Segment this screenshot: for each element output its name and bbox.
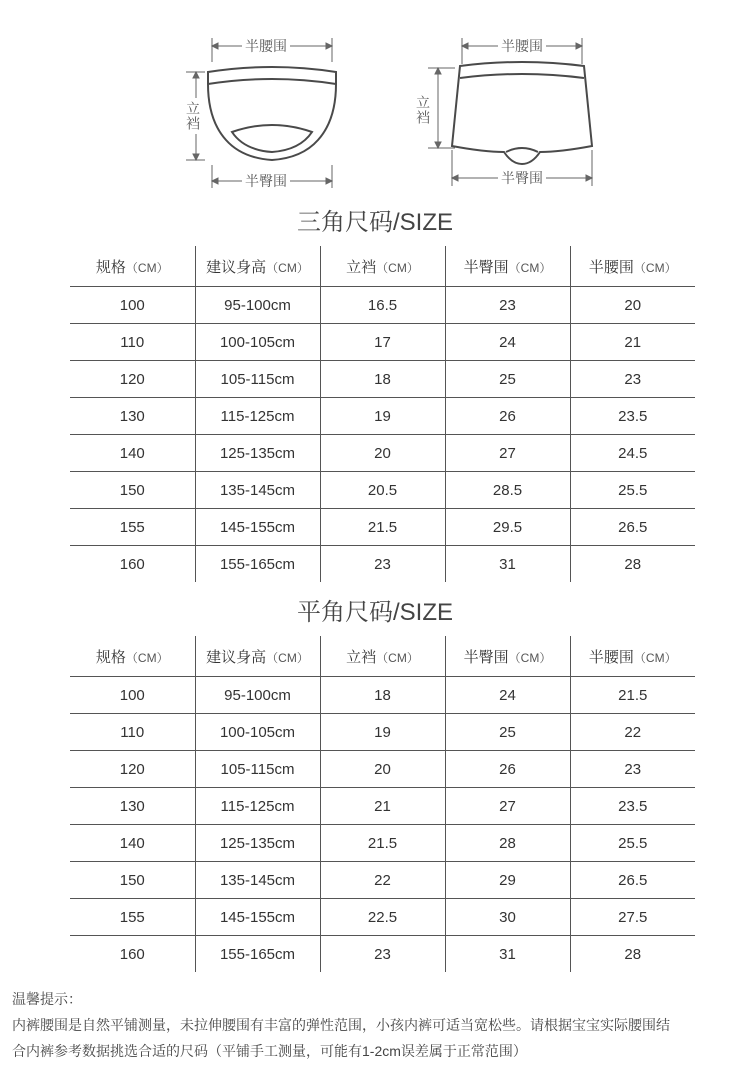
header-half-hip: 半臀围（CM） — [445, 636, 570, 677]
cell: 28.5 — [445, 472, 570, 509]
table-row — [70, 936, 695, 973]
cell: 20 — [570, 287, 695, 324]
boxers-hip-label: 半臀围 — [498, 170, 546, 186]
cell: 26.5 — [570, 862, 695, 899]
cell: 16.5 — [320, 287, 445, 324]
cell: 29.5 — [445, 509, 570, 546]
table-row — [70, 788, 695, 825]
cell: 145-155cm — [195, 509, 320, 546]
cell: 20 — [320, 751, 445, 788]
cell: 23.5 — [570, 398, 695, 435]
cell: 23 — [570, 361, 695, 398]
header-half-waist: 半腰围（CM） — [570, 246, 695, 287]
table-row — [70, 546, 695, 583]
cell: 110 — [70, 714, 195, 751]
cell: 22.5 — [320, 899, 445, 936]
boxers-shape — [452, 62, 592, 164]
boxers-waist-label: 半腰围 — [498, 38, 546, 54]
cell: 130 — [70, 398, 195, 435]
cell: 120 — [70, 751, 195, 788]
cell: 125-135cm — [195, 825, 320, 862]
cell: 28 — [570, 546, 695, 583]
table-row — [70, 751, 695, 788]
table-row — [70, 435, 695, 472]
briefs-rise-label: 立裆 — [185, 98, 201, 134]
briefs-waist-label: 半腰围 — [242, 38, 290, 54]
cell: 24.5 — [570, 435, 695, 472]
tips-line: 内裤腰围是自然平铺测量，未拉伸腰围有丰富的弹性范围，小孩内裤可适当宽松些。请根据宝宝实际腰围结 — [12, 1017, 670, 1033]
cell: 145-155cm — [195, 899, 320, 936]
cell: 21.5 — [570, 677, 695, 714]
cell: 21.5 — [320, 825, 445, 862]
cell: 105-115cm — [195, 361, 320, 398]
table-row — [70, 509, 695, 546]
cell: 155 — [70, 509, 195, 546]
boxers-size-title: 平角尺码/SIZE — [296, 599, 453, 626]
cell: 30 — [445, 899, 570, 936]
cell: 27.5 — [570, 899, 695, 936]
cell: 18 — [320, 677, 445, 714]
cell: 140 — [70, 825, 195, 862]
header-half-waist: 半腰围（CM） — [570, 636, 695, 677]
cell: 23.5 — [570, 788, 695, 825]
table-row — [70, 825, 695, 862]
cell: 23 — [445, 287, 570, 324]
header-height: 建议身高（CM） — [195, 636, 320, 677]
cell: 28 — [445, 825, 570, 862]
header-rise: 立裆（CM） — [320, 246, 445, 287]
cell: 110 — [70, 324, 195, 361]
cell: 19 — [320, 714, 445, 751]
cell: 17 — [320, 324, 445, 361]
cell: 24 — [445, 324, 570, 361]
cell: 25 — [445, 714, 570, 751]
cell: 25 — [445, 361, 570, 398]
cell: 22 — [320, 862, 445, 899]
tips-section — [12, 986, 742, 1064]
cell: 100-105cm — [195, 324, 320, 361]
briefs-shape — [208, 67, 336, 160]
table-row — [70, 899, 695, 936]
table-row — [70, 714, 695, 751]
cell: 130 — [70, 788, 195, 825]
table-row — [70, 287, 695, 324]
cell: 19 — [320, 398, 445, 435]
cell: 105-115cm — [195, 751, 320, 788]
briefs-hip-label: 半臀围 — [242, 173, 290, 189]
cell: 100-105cm — [195, 714, 320, 751]
underwear-measurement-illustration — [0, 0, 750, 200]
header-height: 建议身高（CM） — [195, 246, 320, 287]
table-row — [70, 862, 695, 899]
cell: 27 — [445, 788, 570, 825]
cell: 23 — [320, 546, 445, 583]
cell: 115-125cm — [195, 398, 320, 435]
table-row — [70, 324, 695, 361]
tips-line: 合内裤参考数据挑选合适的尺码（平铺手工测量，可能有1-2cm误差属于正常范围） — [12, 1043, 527, 1059]
cell: 155 — [70, 899, 195, 936]
cell: 155-165cm — [195, 936, 320, 973]
cell: 135-145cm — [195, 472, 320, 509]
cell: 150 — [70, 862, 195, 899]
briefs-size-table — [70, 246, 695, 582]
cell: 21 — [320, 788, 445, 825]
table-row — [70, 677, 695, 714]
cell: 140 — [70, 435, 195, 472]
cell: 23 — [320, 936, 445, 973]
tips-heading: 温馨提示： — [12, 991, 82, 1007]
cell: 155-165cm — [195, 546, 320, 583]
cell: 28 — [570, 936, 695, 973]
cell: 125-135cm — [195, 435, 320, 472]
header-size: 规格（CM） — [70, 636, 195, 677]
cell: 100 — [70, 677, 195, 714]
cell: 22 — [570, 714, 695, 751]
size-diagram — [0, 0, 750, 200]
header-half-hip: 半臀围（CM） — [445, 246, 570, 287]
cell: 26 — [445, 398, 570, 435]
boxers-rise-label: 立裆 — [415, 92, 431, 128]
cell: 24 — [445, 677, 570, 714]
cell: 150 — [70, 472, 195, 509]
table-header-row — [70, 636, 695, 677]
cell: 26 — [445, 751, 570, 788]
cell: 18 — [320, 361, 445, 398]
cell: 23 — [570, 751, 695, 788]
cell: 31 — [445, 546, 570, 583]
cell: 21 — [570, 324, 695, 361]
cell: 95-100cm — [195, 287, 320, 324]
cell: 27 — [445, 435, 570, 472]
header-rise: 立裆（CM） — [320, 636, 445, 677]
cell: 29 — [445, 862, 570, 899]
cell: 115-125cm — [195, 788, 320, 825]
cell: 95-100cm — [195, 677, 320, 714]
boxers-size-table — [70, 636, 695, 972]
table-row — [70, 398, 695, 435]
cell: 160 — [119, 555, 145, 573]
cell: 25.5 — [570, 825, 695, 862]
table-row — [70, 472, 695, 509]
cell: 20.5 — [320, 472, 445, 509]
table-row — [70, 361, 695, 398]
cell: 25.5 — [570, 472, 695, 509]
cell: 160 — [119, 945, 145, 963]
cell: 20 — [320, 435, 445, 472]
cell: 100 — [70, 287, 195, 324]
cell: 21.5 — [320, 509, 445, 546]
cell: 26.5 — [570, 509, 695, 546]
cell: 135-145cm — [195, 862, 320, 899]
cell: 31 — [445, 936, 570, 973]
table-header-row — [70, 246, 695, 287]
header-size: 规格（CM） — [70, 246, 195, 287]
briefs-size-title: 三角尺码/SIZE — [296, 209, 453, 236]
cell: 120 — [70, 361, 195, 398]
